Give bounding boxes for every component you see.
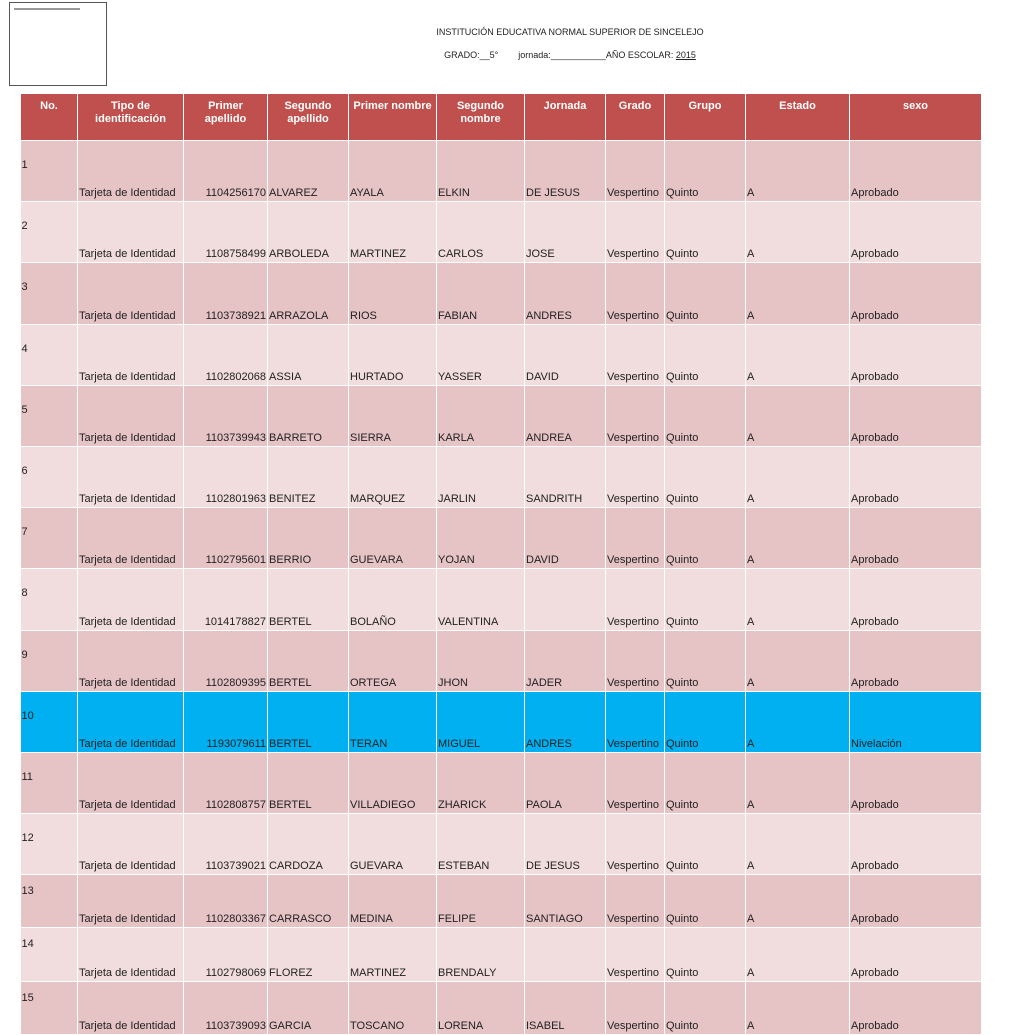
- table-row: [21, 691, 982, 752]
- student-table: [20, 93, 982, 1035]
- second-name-cell: DE JESUS: [525, 141, 606, 202]
- table-row: [21, 928, 982, 981]
- id-type-cell: Tarjeta de Identidad: [78, 928, 184, 981]
- row-number-cell: 4: [21, 324, 78, 385]
- status-cell: Aprobado: [850, 202, 982, 263]
- status-cell: Aprobado: [850, 508, 982, 569]
- col-header: Grado: [606, 94, 665, 141]
- status-cell: Aprobado: [850, 875, 982, 928]
- grade-cell: Quinto: [665, 202, 746, 263]
- grade-cell: Quinto: [665, 691, 746, 752]
- row-number-cell: 9: [21, 630, 78, 691]
- col-header: Jornada: [525, 94, 606, 141]
- shift-cell: Vespertino: [606, 263, 665, 324]
- group-cell: A: [746, 446, 850, 507]
- shift-cell: Vespertino: [606, 569, 665, 630]
- table-row: [21, 875, 982, 928]
- id-type-cell: Tarjeta de Identidad: [78, 569, 184, 630]
- grade-cell: Quinto: [665, 875, 746, 928]
- status-cell: Aprobado: [850, 981, 982, 1034]
- id-number-cell: 1102808757: [184, 752, 268, 813]
- id-number-cell: 1104256170: [184, 141, 268, 202]
- grade-cell: Quinto: [665, 446, 746, 507]
- second-name-cell: SANTIAGO: [525, 875, 606, 928]
- first-name-cell: YOJAN: [437, 508, 525, 569]
- grade-cell: Quinto: [665, 981, 746, 1034]
- second-surname-cell: SIERRA: [349, 385, 437, 446]
- shift-cell: Vespertino: [606, 446, 665, 507]
- first-name-cell: JARLIN: [437, 446, 525, 507]
- id-type-cell: Tarjeta de Identidad: [78, 752, 184, 813]
- id-number-cell: 1102798069: [184, 928, 268, 981]
- grade-cell: Quinto: [665, 928, 746, 981]
- logo-placeholder: [9, 2, 107, 86]
- first-surname-cell: CARDOZA: [268, 814, 349, 875]
- grade-cell: Quinto: [665, 385, 746, 446]
- status-cell: Aprobado: [850, 141, 982, 202]
- first-surname-cell: ARBOLEDA: [268, 202, 349, 263]
- id-type-cell: Tarjeta de Identidad: [78, 875, 184, 928]
- grade-cell: Quinto: [665, 508, 746, 569]
- row-number-cell: 11: [21, 752, 78, 813]
- grade-label: GRADO:__5°: [444, 50, 499, 60]
- status-cell: Aprobado: [850, 630, 982, 691]
- id-type-cell: Tarjeta de Identidad: [78, 141, 184, 202]
- id-type-cell: Tarjeta de Identidad: [78, 508, 184, 569]
- shift-cell: Vespertino: [606, 752, 665, 813]
- id-number-cell: 1102809395: [184, 630, 268, 691]
- col-header: Segundo nombre: [437, 94, 525, 141]
- table-row: [21, 814, 982, 875]
- group-cell: A: [746, 928, 850, 981]
- second-name-cell: PAOLA: [525, 752, 606, 813]
- second-name-cell: [525, 569, 606, 630]
- id-number-cell: 1102803367: [184, 875, 268, 928]
- table-row: [21, 385, 982, 446]
- col-header: Primer apellido: [184, 94, 268, 141]
- first-surname-cell: GARCIA: [268, 981, 349, 1034]
- shift-cell: Vespertino: [606, 875, 665, 928]
- first-name-cell: FELIPE: [437, 875, 525, 928]
- table-row: [21, 141, 982, 202]
- first-name-cell: ELKIN: [437, 141, 525, 202]
- row-number-cell: 10: [21, 691, 78, 752]
- id-number-cell: 1103739021: [184, 814, 268, 875]
- first-surname-cell: BARRETO: [268, 385, 349, 446]
- id-number-cell: 1108758499: [184, 202, 268, 263]
- second-name-cell: JOSE: [525, 202, 606, 263]
- first-surname-cell: ALVAREZ: [268, 141, 349, 202]
- first-name-cell: ESTEBAN: [437, 814, 525, 875]
- col-header: Segundo apellido: [268, 94, 349, 141]
- status-cell: Aprobado: [850, 446, 982, 507]
- shift-cell: Vespertino: [606, 141, 665, 202]
- status-cell: Aprobado: [850, 385, 982, 446]
- first-name-cell: JHON: [437, 630, 525, 691]
- second-surname-cell: BOLAÑO: [349, 569, 437, 630]
- id-number-cell: 1193079611: [184, 691, 268, 752]
- first-surname-cell: ARRAZOLA: [268, 263, 349, 324]
- shift-year-label: jornada:___________AÑO ESCOLAR:: [518, 50, 674, 60]
- first-surname-cell: BERTEL: [268, 691, 349, 752]
- group-cell: A: [746, 569, 850, 630]
- id-number-cell: 1014178827: [184, 569, 268, 630]
- grade-cell: Quinto: [665, 324, 746, 385]
- id-type-cell: Tarjeta de Identidad: [78, 263, 184, 324]
- second-name-cell: DAVID: [525, 508, 606, 569]
- second-surname-cell: TOSCANO: [349, 981, 437, 1034]
- table-row: [21, 569, 982, 630]
- row-number-cell: 3: [21, 263, 78, 324]
- second-name-cell: ANDRES: [525, 691, 606, 752]
- first-name-cell: YASSER: [437, 324, 525, 385]
- id-number-cell: 1102801963: [184, 446, 268, 507]
- first-surname-cell: CARRASCO: [268, 875, 349, 928]
- first-name-cell: ZHARICK: [437, 752, 525, 813]
- shift-cell: Vespertino: [606, 385, 665, 446]
- first-name-cell: BRENDALY: [437, 928, 525, 981]
- id-type-cell: Tarjeta de Identidad: [78, 630, 184, 691]
- second-name-cell: JADER: [525, 630, 606, 691]
- col-header: sexo: [850, 94, 982, 141]
- col-header: Primer nombre: [349, 94, 437, 141]
- first-surname-cell: FLOREZ: [268, 928, 349, 981]
- id-type-cell: Tarjeta de Identidad: [78, 981, 184, 1034]
- id-number-cell: 1102802068: [184, 324, 268, 385]
- shift-cell: Vespertino: [606, 691, 665, 752]
- shift-cell: Vespertino: [606, 981, 665, 1034]
- group-cell: A: [746, 141, 850, 202]
- status-cell: Nivelación: [850, 691, 982, 752]
- second-name-cell: [525, 928, 606, 981]
- id-type-cell: Tarjeta de Identidad: [78, 691, 184, 752]
- second-name-cell: ANDREA: [525, 385, 606, 446]
- row-number-cell: 2: [21, 202, 78, 263]
- first-name-cell: VALENTINA: [437, 569, 525, 630]
- grade-cell: Quinto: [665, 630, 746, 691]
- second-surname-cell: GUEVARA: [349, 814, 437, 875]
- table-row: [21, 324, 982, 385]
- group-cell: A: [746, 385, 850, 446]
- table-row: [21, 263, 982, 324]
- second-surname-cell: MARQUEZ: [349, 446, 437, 507]
- table-row: [21, 446, 982, 507]
- first-name-cell: CARLOS: [437, 202, 525, 263]
- status-cell: Aprobado: [850, 324, 982, 385]
- shift-cell: Vespertino: [606, 928, 665, 981]
- col-header: Tipo de identificación: [78, 94, 184, 141]
- grade-cell: Quinto: [665, 569, 746, 630]
- year-value: 2015: [675, 50, 696, 60]
- id-type-cell: Tarjeta de Identidad: [78, 324, 184, 385]
- second-name-cell: SANDRITH: [525, 446, 606, 507]
- first-surname-cell: BENITEZ: [268, 446, 349, 507]
- shift-cell: Vespertino: [606, 630, 665, 691]
- group-cell: A: [746, 691, 850, 752]
- first-name-cell: LORENA: [437, 981, 525, 1034]
- row-number-cell: 8: [21, 569, 78, 630]
- logo-fine-print: [14, 8, 80, 10]
- row-number-cell: 1: [21, 141, 78, 202]
- second-surname-cell: VILLADIEGO: [349, 752, 437, 813]
- group-cell: A: [746, 263, 850, 324]
- status-cell: Aprobado: [850, 752, 982, 813]
- id-type-cell: Tarjeta de Identidad: [78, 385, 184, 446]
- group-cell: A: [746, 814, 850, 875]
- second-surname-cell: HURTADO: [349, 324, 437, 385]
- grade-cell: Quinto: [665, 814, 746, 875]
- shift-cell: Vespertino: [606, 508, 665, 569]
- second-name-cell: ISABEL: [525, 981, 606, 1034]
- first-surname-cell: ASSIA: [268, 324, 349, 385]
- first-name-cell: MIGUEL: [437, 691, 525, 752]
- shift-cell: Vespertino: [606, 202, 665, 263]
- row-number-cell: 12: [21, 814, 78, 875]
- col-header: No.: [21, 94, 78, 141]
- table-row: [21, 508, 982, 569]
- grade-line: [320, 50, 820, 60]
- table-row: [21, 752, 982, 813]
- second-name-cell: DAVID: [525, 324, 606, 385]
- row-number-cell: 7: [21, 508, 78, 569]
- second-surname-cell: MARTINEZ: [349, 928, 437, 981]
- grade-cell: Quinto: [665, 752, 746, 813]
- first-name-cell: KARLA: [437, 385, 525, 446]
- table-row: [21, 202, 982, 263]
- row-number-cell: 6: [21, 446, 78, 507]
- col-header: Grupo: [665, 94, 746, 141]
- id-type-cell: Tarjeta de Identidad: [78, 446, 184, 507]
- first-surname-cell: BERTEL: [268, 569, 349, 630]
- col-header: Estado: [746, 94, 850, 141]
- group-cell: A: [746, 981, 850, 1034]
- id-type-cell: Tarjeta de Identidad: [78, 814, 184, 875]
- first-name-cell: FABIAN: [437, 263, 525, 324]
- table-row: [21, 630, 982, 691]
- table-row: [21, 981, 982, 1034]
- first-surname-cell: BERRIO: [268, 508, 349, 569]
- id-number-cell: 1102795601: [184, 508, 268, 569]
- id-number-cell: 1103739943: [184, 385, 268, 446]
- table-header-row: [21, 94, 982, 141]
- group-cell: A: [746, 630, 850, 691]
- id-type-cell: Tarjeta de Identidad: [78, 202, 184, 263]
- row-number-cell: 14: [21, 928, 78, 981]
- row-number-cell: 5: [21, 385, 78, 446]
- group-cell: A: [746, 324, 850, 385]
- second-surname-cell: AYALA: [349, 141, 437, 202]
- second-name-cell: DE JESUS: [525, 814, 606, 875]
- shift-cell: Vespertino: [606, 324, 665, 385]
- second-surname-cell: MEDINA: [349, 875, 437, 928]
- status-cell: Aprobado: [850, 569, 982, 630]
- row-number-cell: 13: [21, 875, 78, 928]
- institution-title: INSTITUCIÓN EDUCATIVA NORMAL SUPERIOR DE SINCELEJO: [436, 27, 704, 37]
- first-surname-cell: BERTEL: [268, 630, 349, 691]
- shift-cell: Vespertino: [606, 814, 665, 875]
- group-cell: A: [746, 508, 850, 569]
- group-cell: A: [746, 202, 850, 263]
- second-name-cell: ANDRES: [525, 263, 606, 324]
- row-number-cell: 15: [21, 981, 78, 1034]
- group-cell: A: [746, 875, 850, 928]
- second-surname-cell: ORTEGA: [349, 630, 437, 691]
- grade-cell: Quinto: [665, 263, 746, 324]
- second-surname-cell: TERAN: [349, 691, 437, 752]
- grade-cell: Quinto: [665, 141, 746, 202]
- id-number-cell: 1103739093: [184, 981, 268, 1034]
- first-surname-cell: BERTEL: [268, 752, 349, 813]
- second-surname-cell: GUEVARA: [349, 508, 437, 569]
- status-cell: Aprobado: [850, 814, 982, 875]
- second-surname-cell: RIOS: [349, 263, 437, 324]
- id-number-cell: 1103738921: [184, 263, 268, 324]
- status-cell: Aprobado: [850, 928, 982, 981]
- group-cell: A: [746, 752, 850, 813]
- status-cell: Aprobado: [850, 263, 982, 324]
- second-surname-cell: MARTINEZ: [349, 202, 437, 263]
